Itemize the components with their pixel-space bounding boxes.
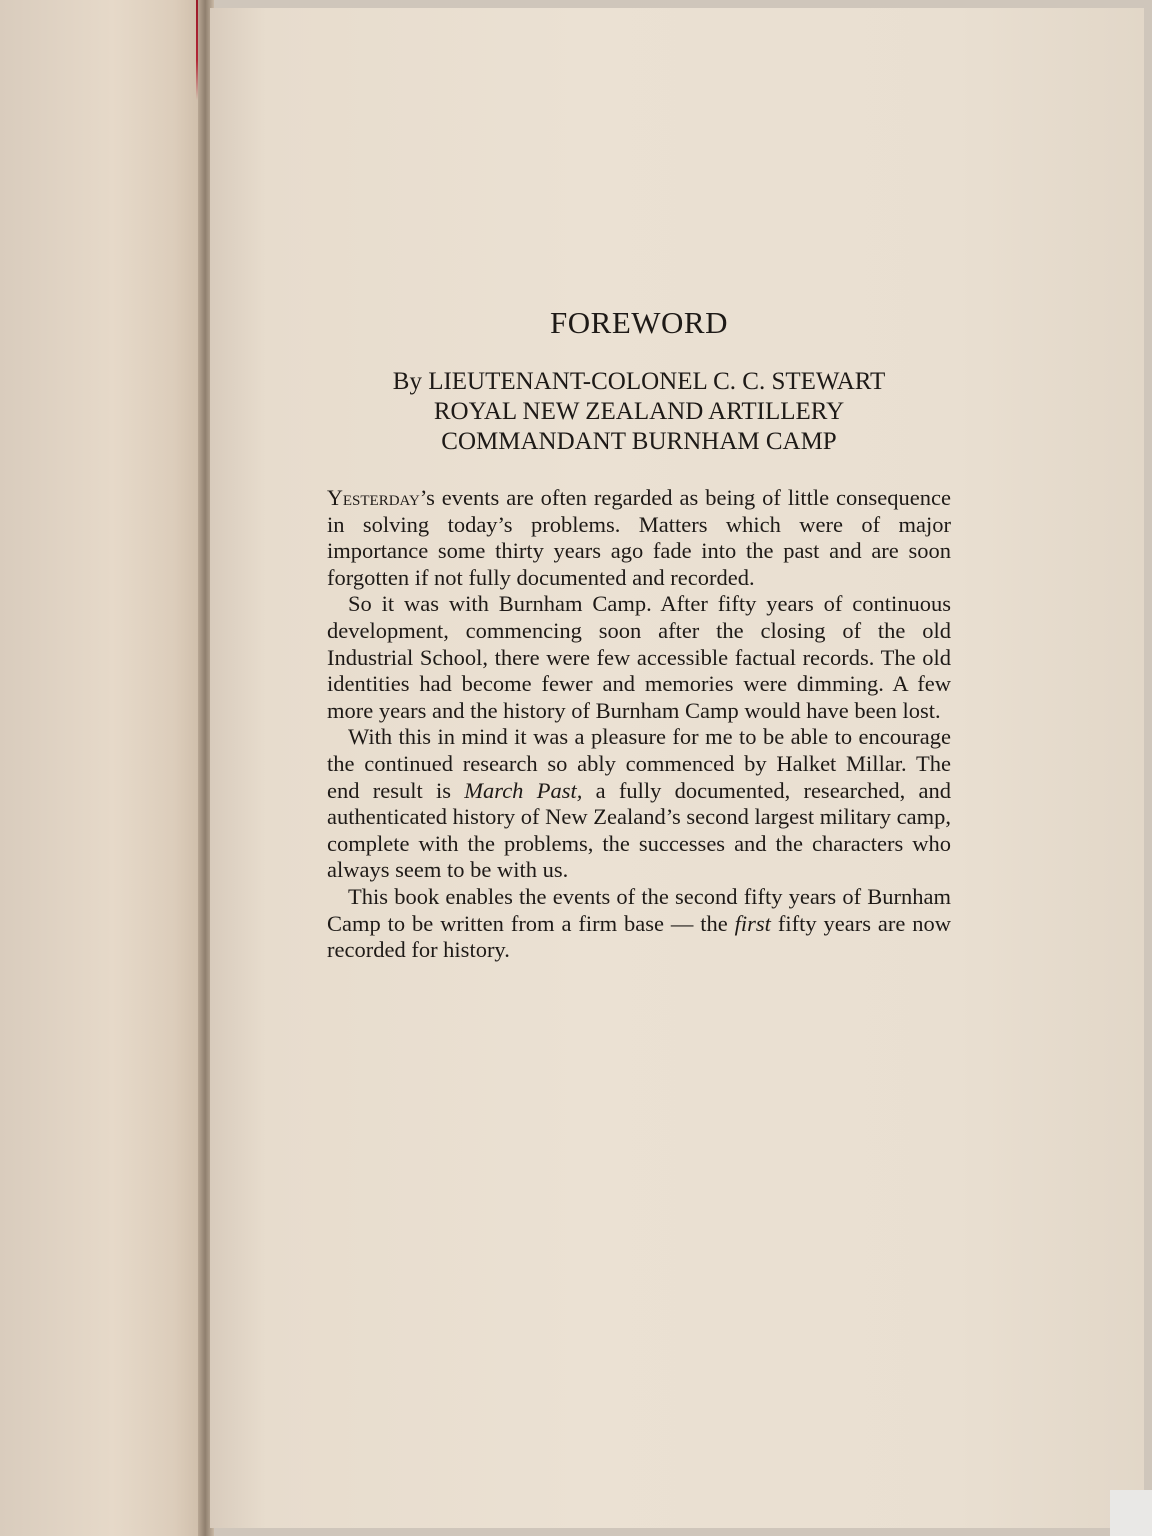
paragraph-3 [327, 724, 951, 884]
paragraph-4-after: fifty years are now recorded for history. [327, 910, 951, 963]
author-byline [327, 367, 951, 457]
book-title-march-past: March Past, [464, 777, 583, 803]
byline-line-1: By LIEUTENANT-COLONEL C. C. STEWART [392, 368, 886, 395]
foreword-body [327, 485, 951, 964]
paragraph-3-before: With this in mind it was a pleasure for me to be able to encourage the continued research so ably commenced by Halket Millar. The end result is [327, 724, 951, 803]
foreword-title: FOREWORD [550, 305, 728, 340]
paragraph-4-before: This book enables the events of the second fifty years of Burnham Camp to be written from a firm base — the [327, 883, 951, 936]
paragraph-4 [327, 884, 951, 964]
paragraph-3-after: a fully documented, researched, and authenticated history of New Zealand’s second largest military camp, complete with the problems, the successes and the characters who always seem to be with us. [327, 777, 952, 883]
paragraph-1-lead: Yesterday [327, 485, 420, 510]
byline-line-3: COMMANDANT BURNHAM CAMP [441, 428, 837, 455]
paragraph-1-text: ’s events are often regarded as being of little consequence in solving today’s problems. Matters which were of major importance some thirty years ago fade into the past and are soon forgotten if not fully documented and recorded. [327, 485, 951, 590]
byline-line-2: ROYAL NEW ZEALAND ARTILLERY [433, 398, 845, 425]
left-page [0, 0, 205, 1536]
emphasis-first: first [734, 910, 771, 936]
shelf-surface [1110, 1490, 1152, 1536]
foreword-section [327, 305, 951, 964]
paragraph-1 [327, 485, 951, 591]
paragraph-2: So it was with Burnham Camp. After fifty years of continuous development, commencing soon after the closing of the old Industrial School, there were few accessible factual records. The old identities had become fewer and memories were dimming. A few more years and the history of Burnham Camp would have been lost. [327, 591, 951, 723]
